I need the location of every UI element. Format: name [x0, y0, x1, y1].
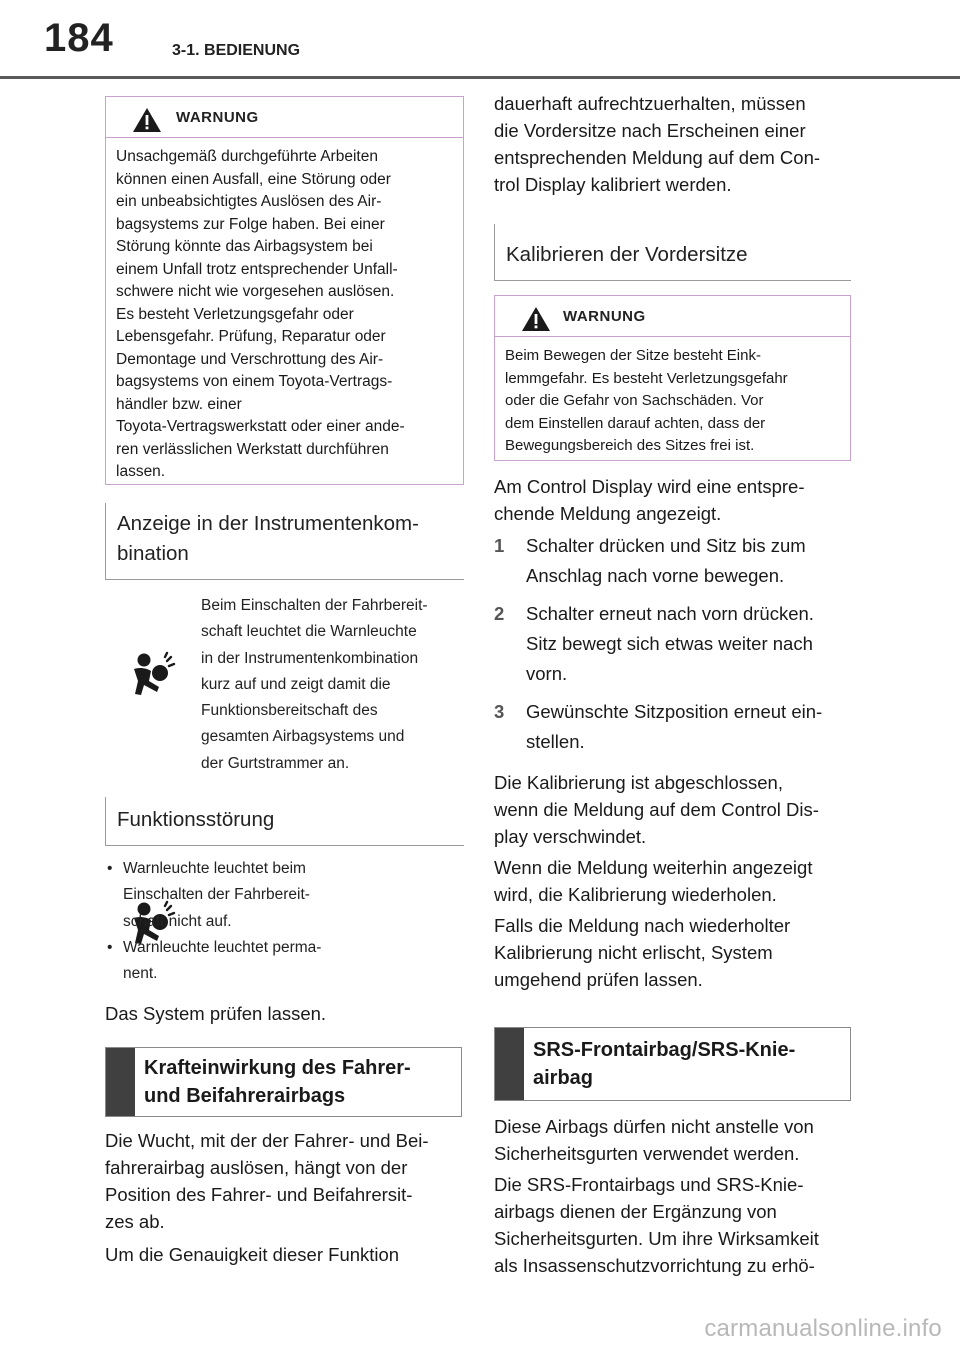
- repeat-paragraph: [494, 854, 851, 908]
- text-line: • Warnleuchte leuchtet perma-: [123, 938, 322, 956]
- heading-funktionsstoerung: [105, 797, 464, 846]
- text-line: Die SRS-Frontairbags und SRS-Knie-: [494, 1174, 804, 1195]
- text-line: umgehend prüfen lassen.: [494, 969, 703, 990]
- heading-text: [106, 1048, 461, 1116]
- heading-anzeige: [105, 503, 464, 580]
- warning-body: [495, 337, 850, 468]
- heading-line: und Beifahrerairbags: [144, 1084, 346, 1107]
- warning-line: schwere nicht wie vorgesehen auslösen.: [116, 283, 395, 300]
- text-line: Falls die Meldung nach wiederholter: [494, 915, 791, 936]
- header-rule: [0, 76, 960, 79]
- heading-line: Krafteinwirkung des Fahrer-: [144, 1056, 411, 1079]
- warning-line: Toyota-Vertragswerkstatt oder einer ande-: [116, 418, 405, 435]
- text-line: wird, die Kalibrierung wiederholen.: [494, 884, 777, 905]
- text-line: nent.: [123, 965, 158, 983]
- anzeige-block: [105, 593, 464, 777]
- heading-srs-frontairbag: [494, 1027, 851, 1101]
- warning-line: Lebensgefahr. Prüfung, Reparatur oder: [116, 328, 386, 345]
- control-display-paragraph: [494, 473, 851, 527]
- text-line: entsprechenden Meldung auf dem Con-: [494, 147, 821, 168]
- text-line: kurz auf und zeigt damit die: [201, 675, 391, 693]
- text-line: Gewünschte Sitzposition erneut ein-: [526, 701, 823, 722]
- text-line: in der Instrumentenkombination: [201, 649, 419, 667]
- text-line: Schalter drücken und Sitz bis zum: [526, 535, 806, 556]
- text-line: Wenn die Meldung weiterhin angezeigt: [494, 857, 813, 878]
- srs-paragraph-2: [494, 1171, 851, 1279]
- text-line: Einschalten der Fahrbereit-: [123, 886, 310, 904]
- warning-triangle-icon: [521, 306, 551, 332]
- warning-triangle-icon: [132, 107, 162, 133]
- heading-text: [495, 1028, 850, 1100]
- warning-line: händler bzw. einer: [116, 395, 242, 413]
- page-header: [0, 0, 960, 78]
- warning-line: lemmgefahr. Es besteht Verletzungsgefahr: [505, 369, 788, 387]
- warning-line: Es besteht Verletzungsgefahr oder: [116, 305, 354, 323]
- text-line: wenn die Meldung auf dem Control Dis-: [494, 799, 819, 820]
- step-1: [494, 531, 851, 591]
- bullet-item: [105, 935, 464, 988]
- step-3: [494, 697, 851, 757]
- text-line: Beim Einschalten der Fahrbereit-: [201, 597, 428, 614]
- warning-line: ren verlässlichen Werkstatt durchführen: [116, 440, 389, 458]
- warning-line: einem Unfall trotz entsprechender Unfall-: [116, 260, 398, 278]
- airbag-warning-icon: [129, 651, 177, 699]
- warning-line: bagsystems von einem Toyota-Vertrags-: [116, 373, 393, 390]
- text-line: gesamten Airbagsystems und: [201, 728, 405, 746]
- text-line: schaft nicht auf.: [123, 912, 232, 930]
- text-line: Sicherheitsgurten verwendet werden.: [494, 1143, 800, 1164]
- srs-paragraph-1: [494, 1113, 851, 1167]
- text-line: Kalibrierung nicht erlischt, System: [494, 942, 773, 963]
- text-line: Funktionsbereitschaft des: [201, 702, 378, 720]
- step-number: 1: [494, 535, 505, 556]
- warning-line: Beim Bewegen der Sitze besteht Eink-: [505, 347, 761, 364]
- kraft-paragraph: [105, 1127, 464, 1235]
- warning-line: Demontage und Verschrottung des Air-: [116, 350, 384, 368]
- heading-bar: [106, 1048, 135, 1116]
- text-line: schaft leuchtet die Warnleuchte: [201, 623, 417, 641]
- heading-line: Funktionsstörung: [117, 808, 275, 832]
- warning-line: Störung könnte das Airbagsystem bei: [116, 238, 373, 255]
- warning-line: oder die Gefahr von Sachschäden. Vor: [505, 392, 764, 409]
- heading-line: Kalibrieren der Vordersitze: [506, 243, 748, 266]
- text-line: Sitz bewegt sich etwas weiter nach: [526, 633, 813, 654]
- text-line: Position des Fahrer- und Beifahrersit-: [105, 1183, 413, 1205]
- text-line: airbags dienen der Ergänzung von: [494, 1201, 777, 1222]
- page-number: 184: [44, 16, 114, 60]
- text-line: trol Display kalibriert werden.: [494, 174, 732, 195]
- warning-box-airbag-work: [105, 96, 464, 485]
- heading-bar: [495, 1028, 524, 1100]
- text-line: die Vordersitze nach Erscheinen einer: [494, 120, 806, 141]
- stoerung-block: [105, 856, 464, 987]
- step-2: [494, 599, 851, 689]
- system-check-text: Das System prüfen lassen.: [105, 1002, 327, 1024]
- heading-kalibrieren: [494, 224, 851, 281]
- text-line: Die Kalibrierung ist abgeschlossen,: [494, 772, 783, 793]
- warning-header: [495, 296, 850, 337]
- section-title: 3-1. BEDIENUNG: [172, 42, 301, 59]
- step-number: 3: [494, 701, 505, 722]
- done-paragraph: [494, 769, 851, 850]
- text-line: dauerhaft aufrechtzuerhalten, müssen: [494, 93, 806, 114]
- warning-line: Unsachgemäß durchgeführte Arbeiten: [116, 148, 378, 165]
- bullet-item: [105, 856, 464, 935]
- warning-line: lassen.: [116, 463, 166, 480]
- warning-body: [106, 138, 463, 494]
- heading-line: bination: [117, 542, 189, 565]
- text-line: chende Meldung angezeigt.: [494, 503, 722, 524]
- watermark: carmanualsonline.info: [704, 1315, 942, 1342]
- warning-box-seat-movement: [494, 295, 851, 461]
- heading-line: Anzeige in der Instrumentenkom-: [117, 512, 419, 535]
- text-line: Anschlag nach vorne bewegen.: [526, 565, 785, 586]
- text-line: Sicherheitsgurten. Um ihre Wirksamkeit: [494, 1228, 819, 1249]
- warning-title: WARNUNG: [563, 308, 646, 325]
- text-line: stellen.: [526, 731, 585, 752]
- text-line: vorn.: [526, 663, 568, 684]
- fail-paragraph: [494, 912, 851, 993]
- heading-line: airbag: [533, 1067, 594, 1089]
- warning-title: WARNUNG: [176, 109, 259, 126]
- anzeige-text: [201, 593, 464, 777]
- text-line: der Gurtstrammer an.: [201, 754, 350, 772]
- text-line: Schalter erneut nach vorn drücken.: [526, 603, 814, 624]
- text-line: Die Wucht, mit der der Fahrer- und Bei-: [105, 1129, 429, 1151]
- right-column: [494, 90, 851, 1279]
- genauigkeit-text: Um die Genauigkeit dieser Funktion: [105, 1243, 400, 1265]
- text-line: Am Control Display wird eine entspre-: [494, 476, 805, 497]
- warning-line: können einen Ausfall, eine Störung oder: [116, 170, 391, 188]
- text-line: play verschwindet.: [494, 826, 647, 847]
- heading-krafteinwirkung: [105, 1047, 462, 1117]
- text-line: • Warnleuchte leuchtet beim: [123, 860, 306, 878]
- warning-line: bagsystems zur Folge haben. Bei einer: [116, 215, 385, 233]
- text-line: fahrerairbag auslösen, hängt von der: [105, 1156, 408, 1178]
- step-number: 2: [494, 603, 505, 624]
- text-line: Diese Airbags dürfen nicht anstelle von: [494, 1116, 814, 1137]
- stoerung-bullet-list: [105, 856, 464, 987]
- left-column: [105, 96, 464, 1268]
- text-line: zes ab.: [105, 1210, 165, 1232]
- warning-line: ein unbeabsichtigtes Auslösen des Air-: [116, 193, 382, 210]
- warning-line: dem Einstellen darauf achten, dass der: [505, 414, 766, 432]
- heading-line: SRS-Frontairbag/SRS-Knie-: [533, 1039, 796, 1061]
- warning-line: Bewegungsbereich des Sitzes frei ist.: [505, 437, 755, 454]
- intro-paragraph: [494, 90, 851, 198]
- text-line: als Insassenschutzvorrichtung zu erhö-: [494, 1255, 815, 1276]
- warning-header: [106, 97, 463, 138]
